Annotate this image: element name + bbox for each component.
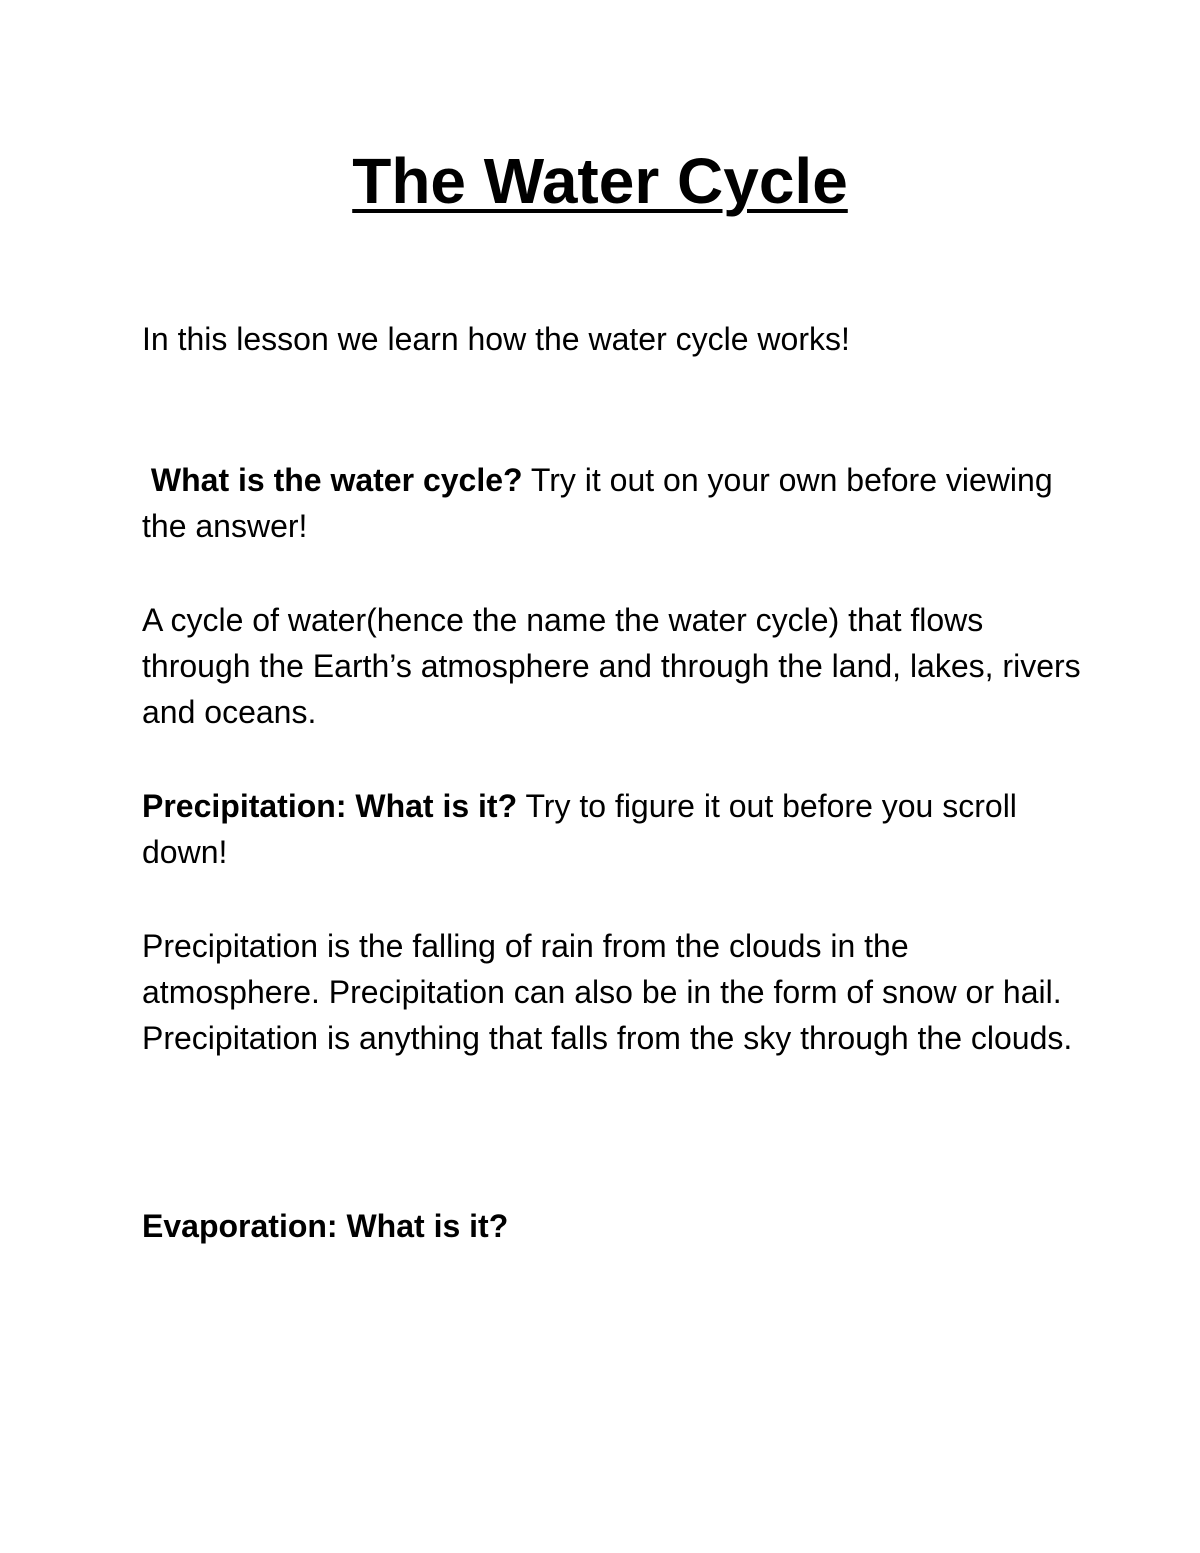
- question-water-cycle-prompt: Try it out on your own before viewing the answer!: [142, 462, 1053, 544]
- intro-paragraph: In this lesson we learn how the water cycle works!: [142, 321, 850, 357]
- question-water-cycle-heading: What is the water cycle?: [150, 462, 523, 498]
- answer-precipitation: Precipitation is the falling of rain from the clouds in the atmosphere. Precipitation can also be in the form of snow or hail. Precipitation is anything that falls from the sky through the clouds.: [142, 928, 1073, 1056]
- question-precipitation-prompt: Try to figure it out before you scroll down!: [142, 788, 1017, 870]
- question-water-cycle: [142, 457, 1082, 549]
- question-precipitation: [142, 783, 1082, 875]
- question-evaporation: [142, 1203, 1082, 1249]
- answer-water-cycle: A cycle of water(hence the name the water cycle) that flows through the Earth’s atmosphere and through the land, lakes, rivers and oceans.: [142, 602, 1081, 730]
- document-title: The Water Cycle: [352, 145, 848, 217]
- question-evaporation-heading: Evaporation: What is it?: [142, 1208, 509, 1244]
- question-precipitation-heading: Precipitation: What is it?: [142, 788, 518, 824]
